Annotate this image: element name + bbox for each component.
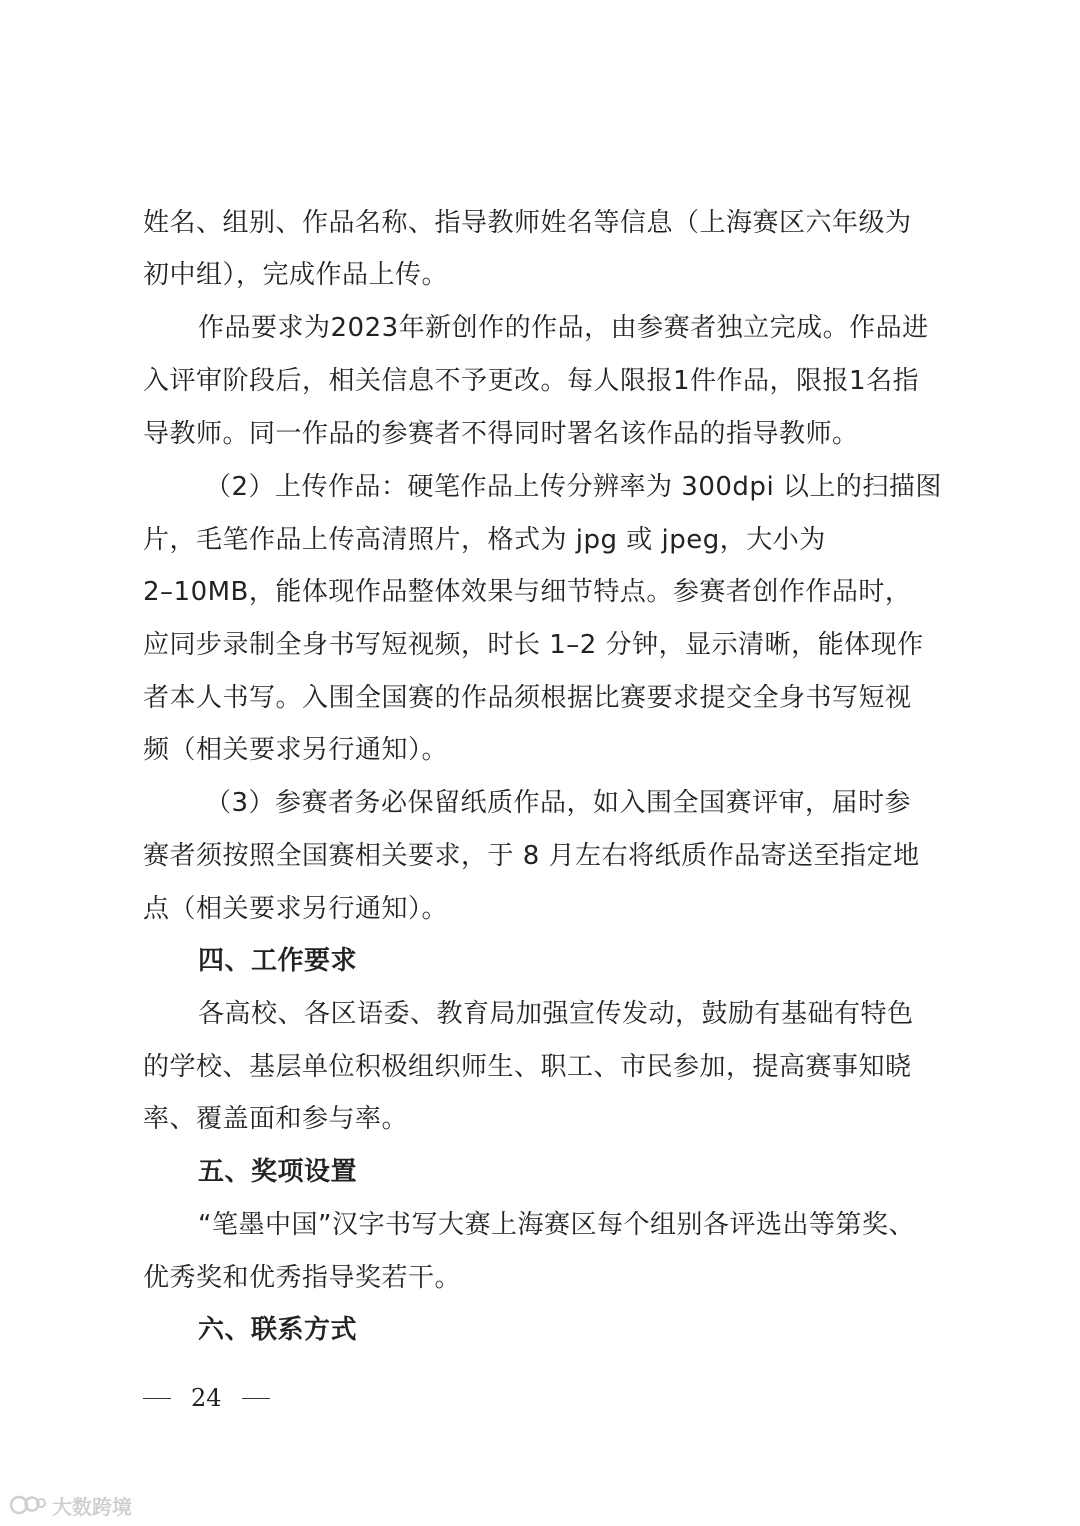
line-text: 初中组），完成作品上传。	[143, 260, 449, 290]
line-text: 频（相关要求另行通知）。	[143, 735, 449, 765]
body-line	[143, 520, 943, 560]
heading-text: 四、工作要求	[198, 946, 358, 976]
body-line	[143, 255, 943, 295]
body-line	[143, 889, 943, 929]
heading-text: 五、奖项设置	[198, 1157, 358, 1187]
footer-dash-right	[242, 1398, 270, 1399]
line-text: （2）上传作品：硬笔作品上传分辨率为 300dpi 以上的扫描图	[205, 472, 942, 502]
body-line	[205, 467, 943, 507]
chat-bubble-icon	[10, 1493, 46, 1517]
body-line	[143, 625, 943, 665]
body-line	[198, 308, 943, 348]
watermark	[10, 1490, 132, 1520]
line-text: （3）参赛者务必保留纸质作品，如入围全国赛评审，届时参	[205, 788, 912, 818]
line-text: 点（相关要求另行通知）。	[143, 894, 449, 924]
line-text: 应同步录制全身书写短视频，时长 1–2 分钟，显示清晰，能体现作	[143, 630, 924, 660]
body-line	[143, 361, 943, 401]
line-text: 者本人书写。入围全国赛的作品须根据比赛要求提交全身书写短视	[143, 683, 912, 713]
line-text: 的学校、基层单位积极组织师生、职工、市民参加，提高赛事知晓	[143, 1052, 912, 1082]
body-line	[143, 1099, 943, 1139]
line-text: 赛者须按照全国赛相关要求，于 8 月左右将纸质作品寄送至指定地	[143, 841, 920, 871]
line-text: 片，毛笔作品上传高清照片，格式为 jpg 或 jpeg，大小为	[143, 525, 826, 555]
section-heading	[198, 1310, 943, 1350]
body-line	[143, 678, 943, 718]
watermark-text: 大数跨境	[52, 1494, 132, 1519]
line-text: 率、覆盖面和参与率。	[143, 1104, 409, 1134]
body-line	[143, 203, 943, 243]
line-text: 入评审阶段后，相关信息不予更改。每人限报1件作品，限报1名指	[143, 366, 920, 396]
body-line	[143, 1258, 943, 1298]
body-line	[143, 836, 943, 876]
body-line	[143, 1047, 943, 1087]
page-number: 24	[191, 1384, 222, 1412]
line-text: 导教师。同一作品的参赛者不得同时署名该作品的指导教师。	[143, 419, 859, 449]
body-line	[143, 730, 943, 770]
line-text: 2–10MB，能体现作品整体效果与细节特点。参赛者创作作品时，	[143, 577, 912, 607]
body-line	[205, 783, 943, 823]
footer-dash-left	[143, 1398, 171, 1399]
line-text: 作品要求为2023年新创作的作品，由参赛者独立完成。作品进	[198, 313, 929, 343]
section-heading	[198, 1152, 943, 1192]
line-text: 各高校、各区语委、教育局加强宣传发动，鼓励有基础有特色	[198, 999, 914, 1029]
page-footer	[143, 1380, 343, 1416]
body-line	[198, 994, 943, 1034]
line-text: 优秀奖和优秀指导奖若干。	[143, 1263, 462, 1293]
body-line	[143, 572, 943, 612]
section-heading	[198, 941, 943, 981]
line-text: 姓名、组别、作品名称、指导教师姓名等信息（上海赛区六年级为	[143, 208, 912, 238]
heading-text: 六、联系方式	[198, 1315, 358, 1345]
body-line	[198, 1205, 943, 1245]
body-line	[143, 414, 943, 454]
line-text: “笔墨中国”汉字书写大赛上海赛区每个组别各评选出等第奖、	[198, 1210, 915, 1240]
